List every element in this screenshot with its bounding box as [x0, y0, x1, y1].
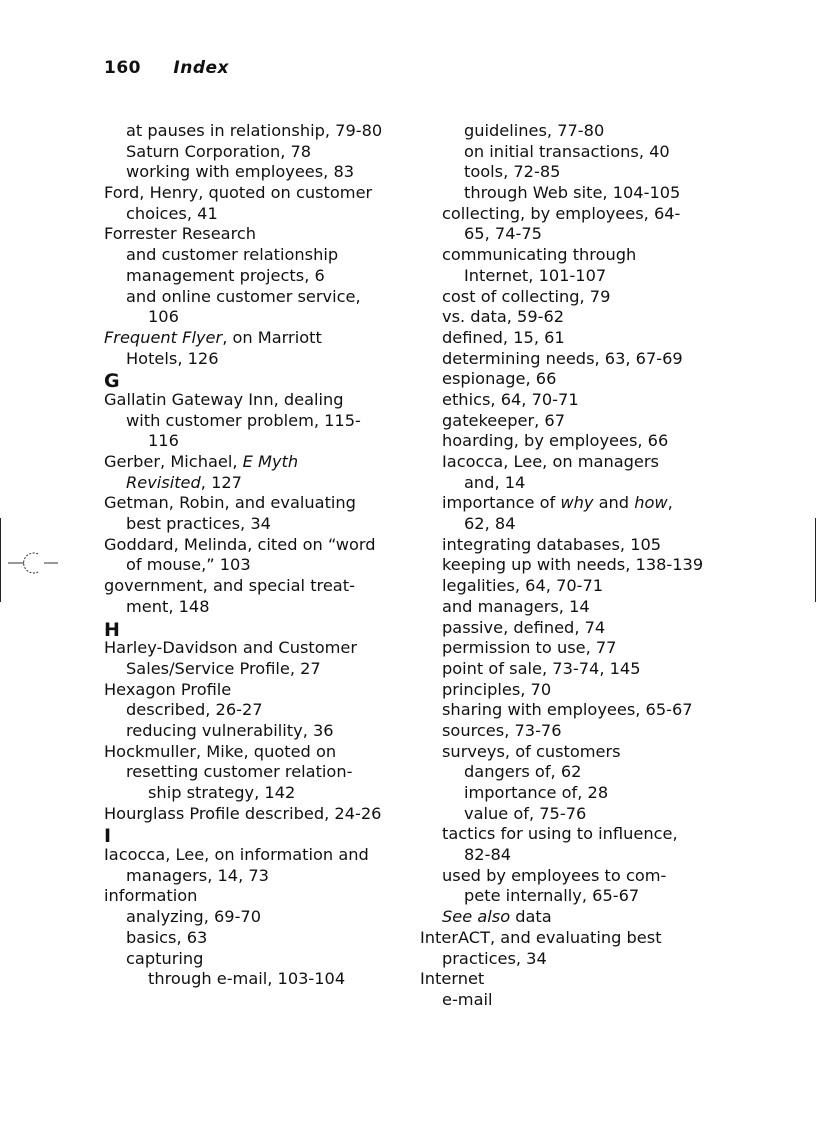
index-entry-text: described, 26-27: [126, 700, 263, 720]
index-entry: [104, 804, 382, 825]
index-entry-text: 65, 74-75: [464, 224, 542, 244]
index-entry-text: , on Marriott: [222, 327, 322, 347]
index-entry: [420, 411, 703, 432]
index-entry-text: principles, 70: [442, 679, 552, 699]
index-entry: [104, 576, 382, 597]
index-entry-text: e-mail: [442, 989, 493, 1009]
index-entry: [104, 245, 382, 266]
index-entry-text: integrating databases, 105: [442, 534, 662, 554]
index-entry: [420, 431, 703, 452]
index-entry: [420, 824, 703, 845]
index-entry-text: communicating through: [442, 245, 637, 265]
index-entry-text: pete internally, 65-67: [464, 886, 640, 906]
index-entry-text: Hotels, 126: [126, 348, 219, 368]
index-column-left: [104, 121, 382, 990]
index-entry-text: ship strategy, 142: [148, 783, 296, 802]
index-entry: [104, 473, 382, 494]
index-entry: [104, 514, 382, 535]
index-entry: [420, 473, 703, 494]
index-entry: [420, 659, 703, 680]
index-entry: [104, 411, 382, 432]
index-entry-text: hoarding, by employees, 66: [442, 431, 669, 451]
index-entry-text: through e-mail, 103-104: [148, 969, 346, 989]
index-entry: [104, 287, 382, 308]
index-entry: [420, 535, 703, 556]
index-entry: [420, 576, 703, 597]
index-entry: [420, 390, 703, 411]
index-entry: [420, 907, 703, 928]
index-entry-text: Gallatin Gateway Inn, dealing: [104, 389, 344, 409]
index-entry-text: basics, 63: [126, 927, 208, 947]
index-entry-text: Hourglass Profile described, 24-26: [104, 803, 382, 823]
index-entry: [104, 535, 382, 556]
index-entry-text: surveys, of customers: [442, 741, 621, 761]
registration-mark-icon: [8, 548, 60, 578]
index-entry-text: InterACT, and evaluating best: [420, 927, 662, 947]
index-entry-text: Harley-Davidson and Customer: [104, 638, 358, 658]
index-entry: [104, 762, 382, 783]
index-entry: [420, 721, 703, 742]
index-entry-text: gatekeeper, 67: [442, 410, 565, 430]
index-section-letter: I: [104, 825, 112, 848]
index-entry: [104, 700, 382, 721]
index-entry: [104, 680, 382, 701]
index-entry-text: collecting, by employees, 64-: [442, 203, 681, 223]
index-entry: [104, 659, 382, 680]
index-entry-text: Sales/Service Profile, 27: [126, 658, 321, 678]
index-entry: [420, 969, 703, 990]
crop-mark-left: [0, 518, 1, 602]
index-entry: [420, 597, 703, 618]
index-entry-text: keeping up with needs, 138-139: [442, 555, 704, 575]
index-entry-text: Iacocca, Lee, on information and: [104, 845, 369, 865]
index-entry: [104, 224, 382, 245]
index-entry-text: Getman, Robin, and evaluating: [104, 493, 356, 513]
index-entry-text: and online customer service,: [126, 286, 361, 306]
index-entry: [104, 928, 382, 949]
index-entry: [420, 369, 703, 390]
running-header: [104, 58, 229, 78]
index-entry: [104, 162, 382, 183]
index-entry-text: tools, 72-85: [464, 162, 561, 182]
index-entry: [420, 307, 703, 328]
index-entry-text: point of sale, 73-74, 145: [442, 658, 641, 678]
index-entry-text: data: [510, 907, 552, 927]
index-entry: [420, 287, 703, 308]
index-entry-italic: Revisited: [126, 472, 201, 492]
index-entry-text: determining needs, 63, 67-69: [442, 348, 683, 368]
index-entry: [104, 390, 382, 411]
index-entry: [420, 183, 703, 204]
index-entry-text: best practices, 34: [126, 514, 271, 534]
index-entry-text: tactics for using to influence,: [442, 824, 678, 844]
index-entry: [420, 349, 703, 370]
index-entry: [104, 266, 382, 287]
index-entry: [420, 804, 703, 825]
index-entry-text: Saturn Corporation, 78: [126, 141, 312, 161]
index-entry-text: ment, 148: [126, 596, 210, 616]
index-entry: [420, 121, 703, 142]
index-entry-text: 116: [148, 431, 179, 451]
index-entry-italic: Frequent Flyer: [104, 327, 223, 347]
index-entry-text: 62, 84: [464, 514, 516, 534]
index-entry-text: on initial transactions, 40: [464, 141, 670, 161]
index-entry-text: used by employees to com-: [442, 865, 667, 885]
index-entry-text: legalities, 64, 70-71: [442, 576, 604, 596]
index-entry-text: reducing vulnerability, 36: [126, 720, 334, 740]
index-entry-italic: why: [560, 493, 594, 513]
index-entry: [420, 742, 703, 763]
index-entry-italic: how: [634, 493, 668, 513]
index-entry: [420, 866, 703, 887]
index-entry-text: Internet: [420, 969, 485, 989]
index-entry: [420, 142, 703, 163]
index-entry-text: government, and special treat-: [104, 576, 355, 596]
index-entry: [104, 493, 382, 514]
index-entry: [104, 204, 382, 225]
index-entry-text: resetting customer relation-: [126, 762, 353, 782]
index-entry: [104, 555, 382, 576]
index-entry-text: 82-84: [464, 845, 512, 865]
index-entry: [104, 597, 382, 618]
index-entry: [420, 638, 703, 659]
index-entry: [420, 162, 703, 183]
index-entry: [420, 928, 703, 949]
index-entry: [104, 969, 382, 990]
index-entry-text: capturing: [126, 948, 204, 968]
index-entry: [104, 949, 382, 970]
index-entry: [420, 783, 703, 804]
index-entry-text: and: [593, 493, 635, 513]
index-entry: [420, 452, 703, 473]
index-entry: [420, 949, 703, 970]
index-entry-text: passive, defined, 74: [442, 617, 606, 637]
header-title: Index: [173, 58, 230, 78]
index-entry-text: Goddard, Melinda, cited on “word: [104, 534, 376, 554]
index-entry: [420, 762, 703, 783]
index-entry-text: guidelines, 77-80: [464, 121, 605, 140]
index-entry-text: 106: [148, 307, 179, 327]
index-entry: [420, 886, 703, 907]
index-entry-text: permission to use, 77: [442, 638, 617, 658]
index-entry-text: of mouse,” 103: [126, 555, 251, 575]
index-entry: [104, 721, 382, 742]
index-entry: [104, 349, 382, 370]
index-entry-text: at pauses in relationship, 79-80: [126, 121, 383, 140]
index-entry: [420, 204, 703, 225]
index-entry: [104, 907, 382, 928]
index-entry-text: Internet, 101-107: [464, 265, 607, 285]
index-entry: [104, 866, 382, 887]
index-entry-text: Gerber, Michael,: [104, 452, 243, 471]
index-entry-text: ,: [667, 493, 673, 513]
index-entry: [104, 121, 382, 142]
index-entry: [420, 700, 703, 721]
index-entry-text: sharing with employees, 65-67: [442, 700, 693, 720]
index-entry-text: importance of, 28: [464, 783, 609, 802]
index-entry-text: Forrester Research: [104, 224, 257, 244]
index-entry: [420, 224, 703, 245]
index-entry-text: information: [104, 886, 198, 906]
index-entry-text: choices, 41: [126, 203, 218, 223]
index-section-letter: H: [104, 618, 120, 641]
index-entry-text: analyzing, 69-70: [126, 907, 262, 927]
index-entry-italic: See also: [442, 907, 511, 927]
page-number: 160: [104, 58, 141, 78]
index-entry-text: defined, 15, 61: [442, 327, 565, 347]
index-section-letter: G: [104, 370, 120, 393]
index-entry: [104, 886, 382, 907]
index-entry: [104, 183, 382, 204]
index-entry-italic: E Myth: [242, 452, 299, 471]
index-entry-text: importance of: [442, 493, 561, 513]
index-entry-text: Hexagon Profile: [104, 679, 232, 699]
index-entry-text: , 127: [200, 472, 242, 492]
index-entry: [104, 431, 382, 452]
index-entry: [104, 783, 382, 804]
index-entry-text: Iacocca, Lee, on managers: [442, 452, 659, 471]
index-entry-text: Ford, Henry, quoted on customer: [104, 183, 373, 203]
index-entry-text: working with employees, 83: [126, 162, 355, 182]
index-entry: [420, 266, 703, 287]
index-entry: [420, 493, 703, 514]
index-entry-text: vs. data, 59-62: [442, 307, 565, 327]
index-entry: [420, 680, 703, 701]
index-entry: [104, 638, 382, 659]
index-entry-text: espionage, 66: [442, 369, 557, 389]
index-entry: [420, 514, 703, 535]
index-entry: [420, 555, 703, 576]
index-entry-text: Hockmuller, Mike, quoted on: [104, 741, 337, 761]
index-entry: [420, 990, 703, 1011]
index-entry-text: with customer problem, 115-: [126, 410, 361, 430]
index-entry: [104, 328, 382, 349]
index-entry-text: and customer relationship: [126, 245, 339, 265]
index-entry-text: and, 14: [464, 472, 526, 492]
index-entry-text: sources, 73-76: [442, 720, 562, 740]
index-entry-text: through Web site, 104-105: [464, 183, 681, 203]
index-entry: [104, 845, 382, 866]
index-entry: [420, 618, 703, 639]
index-entry-text: practices, 34: [442, 948, 547, 968]
index-entry-text: ethics, 64, 70-71: [442, 389, 579, 409]
index-entry-text: dangers of, 62: [464, 762, 582, 782]
index-entry: [104, 142, 382, 163]
index-entry-text: and managers, 14: [442, 596, 590, 616]
index-entry: [104, 307, 382, 328]
index-entry: [420, 245, 703, 266]
index-entry: [104, 742, 382, 763]
index-entry-text: value of, 75-76: [464, 803, 587, 823]
index-entry: [104, 452, 382, 473]
index-entry-text: cost of collecting, 79: [442, 286, 611, 306]
index-column-right: [420, 121, 703, 1011]
index-entry-text: management projects, 6: [126, 265, 325, 285]
index-entry: [420, 845, 703, 866]
index-entry-text: managers, 14, 73: [126, 865, 269, 885]
index-entry: [420, 328, 703, 349]
